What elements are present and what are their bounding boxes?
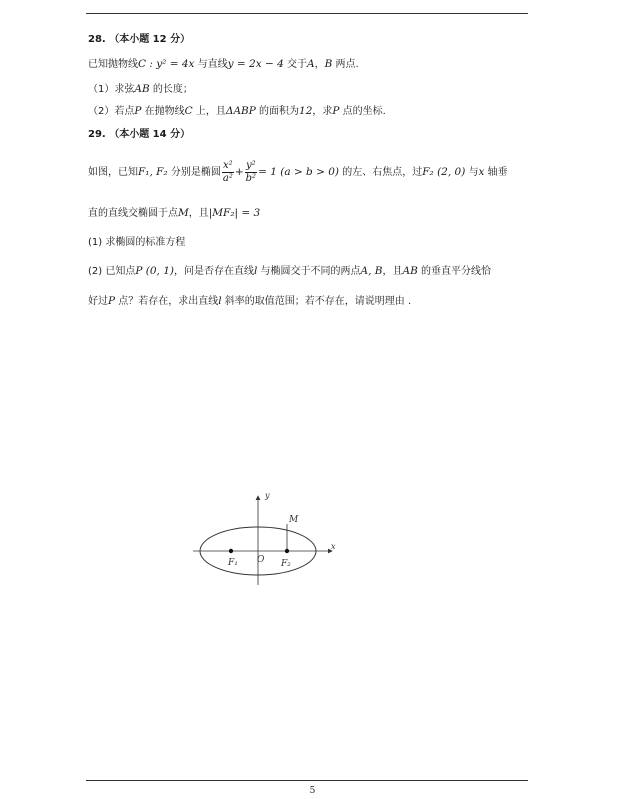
q28-part2-text-4: 的面积为 [255, 106, 300, 117]
q29-fraction-x [222, 160, 234, 185]
q29-fraction-y [245, 160, 257, 185]
q29-points-ab: A, B [360, 265, 383, 277]
q29-part-2 [88, 264, 491, 279]
q29-part2-text-5: 的垂直平分线恰 [417, 266, 492, 277]
q29-part2b-line-l: l [218, 295, 222, 307]
q28-stem-text-1: 已知抛物线 [88, 59, 138, 70]
header-rule [86, 13, 528, 14]
q28-point-a: A [307, 58, 315, 70]
q28-stem-text-4: ， [314, 59, 325, 70]
q28-part2-area: 12 [299, 105, 313, 117]
label-f1: F₁ [228, 558, 238, 568]
q29-part2b-text-2: 点？若存在，求出直线 [115, 296, 219, 307]
q28-stem [88, 57, 359, 72]
q28-part2-text-5: ，求 [312, 106, 333, 117]
q28-part-1 [88, 82, 193, 97]
q28-part1-text-2: 的长度； [149, 84, 193, 95]
q29-part2b-text-3: 斜率的取值范围；若不存在，请说明理由 . [221, 296, 412, 307]
label-x: x [331, 542, 336, 551]
q29-segment-ab: AB [402, 265, 418, 277]
q29-stem-line-1 [88, 157, 508, 188]
q29-part2-text-3: 与椭圆交于不同的两点 [257, 266, 361, 277]
q29-stem1-text-4: 与 [465, 167, 479, 178]
q29-part2-text-1: (2) 已知点 [88, 266, 136, 277]
label-o: O [257, 555, 265, 565]
q29-part2-text-2: ，问是否存在直线 [173, 266, 254, 277]
label-f2: F₂ [281, 559, 291, 569]
q29-fraction-y-denominator: b² [245, 172, 257, 184]
q28-stem-text-3: 交于 [283, 59, 308, 70]
q29-part2-text-4: ，且 [382, 266, 403, 277]
q29-fraction-x-numerator: x² [223, 159, 233, 171]
q29-stem1-text-3: 的左、右焦点，过 [339, 167, 423, 178]
q29-plus-sign: + [234, 166, 244, 178]
q28-point-b: B [324, 58, 333, 70]
q28-part2-text-1: （2）若点 [88, 106, 135, 117]
q28-part2-point-p: P [134, 105, 142, 117]
q29-part-2-continued [88, 294, 411, 309]
q29-fraction-y-numerator: y² [246, 159, 256, 171]
q29-part2b-text-1: 好过 [88, 296, 108, 307]
q29-foci: F₁, F₂ [138, 166, 168, 178]
q28-part-2 [88, 104, 386, 119]
q28-part2-triangle: ΔABP [225, 105, 256, 117]
q28-stem-text-5: 两点. [332, 59, 359, 70]
label-m: M [289, 515, 299, 525]
q29-header: 29. （本小题 14 分） [88, 129, 191, 140]
label-y: y [265, 491, 270, 500]
q28-part2-point-p-2: P [332, 105, 340, 117]
q29-stem2-text-2: ，且 [188, 208, 209, 219]
q29-part-1: (1) 求椭圆的标准方程 [88, 237, 186, 248]
q28-part2-text-2: 在抛物线 [141, 106, 185, 117]
q28-part1-chord: AB [134, 83, 150, 95]
ellipse-diagram [185, 488, 345, 588]
q28-part2-curve-c: C [184, 105, 193, 117]
focus-f1-point [229, 549, 233, 553]
q28-part2-text-6: 点的坐标. [339, 106, 386, 117]
q28-header: 28. （本小题 12 分） [88, 34, 191, 45]
ellipse-figure [185, 488, 345, 588]
q28-line-equation: y = 2x − 4 [227, 58, 284, 70]
q29-stem2-text-1: 直的直线交椭圆于点 [88, 208, 178, 219]
q29-point-p: P (0, 1) [135, 265, 174, 277]
q28-stem-text-2: 与直线 [194, 59, 228, 70]
q29-part2b-point-p: P [108, 295, 116, 307]
footer-rule [86, 780, 528, 781]
q29-x-axis-symbol: x [478, 166, 485, 178]
q29-line-l: l [253, 265, 258, 277]
q29-stem1-text-2: 分别是椭圆 [167, 167, 221, 178]
q29-point-m: M [178, 207, 189, 219]
q29-fraction-x-denominator: a² [222, 172, 233, 184]
q29-stem1-text-5: 轴垂 [484, 167, 508, 178]
q28-part2-text-3: 上，且 [192, 106, 226, 117]
q28-part1-text-1: （1）求弦 [88, 84, 135, 95]
q29-stem1-text-1: 如图，已知 [88, 167, 138, 178]
q28-parabola-equation: C : y² = 4x [138, 58, 195, 70]
q29-mf2-length: |MF₂| = 3 [208, 207, 261, 219]
focus-f2-point [285, 549, 289, 553]
q29-ellipse-condition: = 1 (a > b > 0) [258, 166, 340, 178]
q29-stem-line-2 [88, 206, 260, 221]
q29-focus-f2: F₂ (2, 0) [422, 166, 466, 178]
page-number: 5 [309, 786, 316, 796]
